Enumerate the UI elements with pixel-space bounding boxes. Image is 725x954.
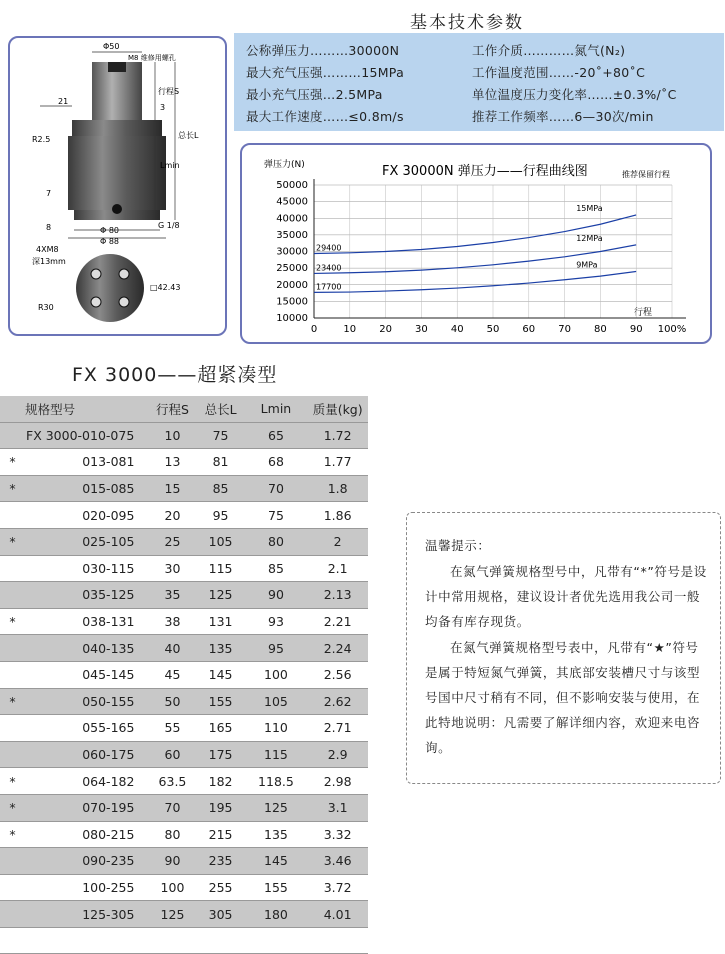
table-cell-s: 60 <box>164 747 181 763</box>
table-cell-l <box>197 927 245 954</box>
col-lmin: Lmin <box>260 401 292 417</box>
table-cell-s: 50 <box>164 693 181 709</box>
spec-right: 单位温度压力变化率……±0.3%/˚C <box>472 87 677 102</box>
dim-depth: 深13mm <box>32 257 66 266</box>
table-cell-mark <box>0 635 25 662</box>
spec-table <box>0 396 368 954</box>
y-tick-label: 50000 <box>276 180 308 191</box>
dim-r30: R30 <box>38 303 54 312</box>
y-tick-label: 10000 <box>276 313 308 324</box>
x-tick-label: 80 <box>594 324 607 335</box>
x-tick-label: 90 <box>629 324 643 335</box>
table-cell-lmin: 100 <box>264 667 288 683</box>
x-tick-label: 100% <box>657 324 687 335</box>
table-cell-l: 85 <box>212 481 229 497</box>
table-cell-lmin: 115 <box>264 747 288 763</box>
dim-3: 3 <box>160 103 166 112</box>
spec-left: 最小充气压强…2.5MPa <box>246 87 383 102</box>
table-cell-model: 025-105 <box>82 534 135 550</box>
table-cell-model: 100-255 <box>82 879 135 895</box>
table-cell-mass: 4.01 <box>323 906 352 922</box>
tips-paragraph: 在氮气弹簧规格型号表中，凡带有“★”符号是属于特短氮气弹簧，其底部安装槽尺寸与该型号国中尺寸稍有不同，但不影响安装与使用，在此特地说明：凡需要了解详细内容，欢迎来电咨询。 <box>425 640 701 755</box>
spec-left: 最大充气压强………15MPa <box>246 65 405 80</box>
table-cell-lmin: 65 <box>268 427 284 443</box>
table-cell-l: 165 <box>208 720 233 736</box>
force-stroke-chart <box>242 145 710 342</box>
table-cell-mark <box>0 874 25 901</box>
table-cell-model: 015-085 <box>82 481 135 497</box>
spec-right: 工作温度范围……-20˚+80˚C <box>472 65 646 80</box>
spec-right: 推荐工作频率……6—30次/min <box>472 109 654 124</box>
dim-m8: M8 维修用螺孔 <box>128 54 176 62</box>
table-row <box>0 901 368 928</box>
table-row <box>0 502 368 529</box>
bolt-hole <box>119 269 129 279</box>
table-cell-l: 182 <box>208 773 233 789</box>
table-cell-s: 15 <box>164 481 181 497</box>
table-cell-mark: * <box>9 693 16 709</box>
series-start-label: 23400 <box>316 263 342 273</box>
table-cell-mark: * <box>9 454 16 470</box>
table-cell-mark: * <box>9 534 16 550</box>
drawing-panel <box>8 36 227 336</box>
table-cell-mass: 2.71 <box>323 720 352 736</box>
y-tick-label: 35000 <box>276 229 308 241</box>
table-cell-lmin: 135 <box>264 826 288 842</box>
tech-params-title: 基本技术参数 <box>410 13 524 33</box>
table-cell-s: 100 <box>160 879 185 895</box>
table-cell-mark: * <box>9 614 16 630</box>
tips-heading: 温馨提示： <box>425 538 491 553</box>
chart-xlabel: 行程 <box>634 308 653 318</box>
dim-8: 8 <box>46 223 52 232</box>
table-row <box>0 821 368 848</box>
table-cell-mark <box>0 848 25 875</box>
table-cell-s: 10 <box>164 427 181 443</box>
table-cell-mass <box>307 927 368 954</box>
spec-right: 工作介质…………氮气(N₂) <box>472 43 626 58</box>
x-tick-label: 60 <box>522 324 536 335</box>
table-cell-model: 040-135 <box>82 640 135 656</box>
chart-title: FX 30000N 弹压力——行程曲线图 <box>382 164 588 179</box>
table-cell-mark <box>0 502 25 529</box>
table-cell-mark <box>0 715 25 742</box>
y-tick-label: 45000 <box>276 196 308 208</box>
table-cell-lmin: 80 <box>268 534 284 550</box>
table-cell-mark <box>0 582 25 609</box>
table-cell-lmin: 70 <box>268 481 284 497</box>
table-cell-l: 215 <box>208 826 233 842</box>
x-tick-label: 40 <box>450 324 464 335</box>
series-label: 9MPa <box>576 260 598 270</box>
bolt-hole <box>91 269 101 279</box>
table-cell-model: 035-125 <box>82 587 135 603</box>
table-cell-s: 20 <box>164 507 181 523</box>
table-row <box>0 927 368 954</box>
table-cell-s: 125 <box>160 906 185 922</box>
table-cell-s: 13 <box>164 454 181 470</box>
table-cell-mass: 1.86 <box>323 507 352 523</box>
y-tick-label: 20000 <box>276 279 308 291</box>
table-cell-mass: 2 <box>333 534 342 550</box>
table-cell-mark <box>0 927 25 954</box>
x-tick-label: 10 <box>343 324 357 335</box>
spec-left: 最大工作速度……≤0.8m/s <box>246 109 404 124</box>
table-row <box>0 688 368 715</box>
table-cell-l: 115 <box>208 560 233 576</box>
table-cell-l: 255 <box>208 879 233 895</box>
table-row <box>0 874 368 901</box>
table-cell-l: 131 <box>208 614 233 630</box>
table-cell-lmin: 155 <box>264 879 288 895</box>
y-tick-label: 25000 <box>276 263 308 275</box>
bolt-hole <box>91 297 101 307</box>
table-cell-l: 135 <box>208 640 233 656</box>
cylinder-body <box>68 136 166 210</box>
table-cell-s: 30 <box>164 560 181 576</box>
dim-stroke: 行程S <box>158 87 180 96</box>
table-cell-s: 45 <box>164 667 181 683</box>
dim-d80: Φ 80 <box>100 226 120 235</box>
table-cell-mass: 2.1 <box>327 560 348 576</box>
table-cell-model: 020-095 <box>82 507 135 523</box>
table-cell-mass: 3.72 <box>323 879 352 895</box>
table-cell-l: 125 <box>208 587 233 603</box>
dim-7: 7 <box>46 189 52 198</box>
table-cell-s: 38 <box>164 614 181 630</box>
col-stroke: 行程S <box>156 401 189 417</box>
table-cell-model: 013-081 <box>82 454 135 470</box>
table-row <box>0 608 368 635</box>
table-cell-model: 050-155 <box>82 693 135 709</box>
valve-port <box>112 204 122 214</box>
table-cell-s: 90 <box>164 853 181 869</box>
table-cell-model: 070-195 <box>82 800 135 816</box>
table-cell-lmin: 145 <box>264 853 288 869</box>
spec-box <box>234 33 724 131</box>
series-label: 15MPa <box>576 203 603 213</box>
table-row <box>0 449 368 476</box>
table-cell-lmin: 125 <box>264 800 288 816</box>
table-row <box>0 422 368 449</box>
col-model: 规格型号 <box>25 401 76 417</box>
table-cell-lmin: 68 <box>268 454 284 470</box>
chart-note: 推荐保留行程 <box>622 170 670 179</box>
table-cell-mark: * <box>9 800 16 816</box>
table-cell-mass: 2.24 <box>323 640 352 656</box>
table-row <box>0 768 368 795</box>
dim-d50: Φ50 <box>103 42 120 51</box>
dim-21: 21 <box>58 97 69 106</box>
table-row <box>0 635 368 662</box>
table-cell-s: 40 <box>164 640 181 656</box>
table-cell-mass: 2.9 <box>327 747 348 763</box>
table-row <box>0 661 368 688</box>
table-cell-lmin: 110 <box>264 720 288 736</box>
table-cell-model: 060-175 <box>82 747 135 763</box>
table-cell-lmin: 85 <box>268 560 284 576</box>
bolt-hole <box>119 297 129 307</box>
col-total: 总长L <box>204 401 237 417</box>
table-cell-model: FX 3000-010-075 <box>26 427 135 443</box>
series-label: 12MPa <box>576 233 603 243</box>
dim-square: □42.43 <box>150 283 181 292</box>
series-title: FX 3000——超紧凑型 <box>72 364 278 386</box>
table-cell-model: 045-145 <box>82 667 135 683</box>
table-cell-model: 038-131 <box>82 614 135 630</box>
table-cell-lmin: 90 <box>268 587 284 603</box>
table-cell-lmin <box>245 927 308 954</box>
dim-lmin: Lmin <box>160 161 180 170</box>
dim-bolts: 4XM8 <box>36 245 59 254</box>
table-cell-model <box>25 927 148 954</box>
table-cell-mass: 2.98 <box>323 773 352 789</box>
table-cell-l: 305 <box>208 906 233 922</box>
table-cell-mass: 2.21 <box>323 614 352 630</box>
table-cell-mass: 1.8 <box>327 481 348 497</box>
table-cell-model: 090-235 <box>82 853 135 869</box>
table-cell-mass: 3.32 <box>323 826 352 842</box>
table-cell-lmin: 75 <box>268 507 284 523</box>
table-row <box>0 475 368 502</box>
table-cell-mark <box>0 741 25 768</box>
table-cell-s: 80 <box>164 826 181 842</box>
dim-r25: R2.5 <box>32 135 51 144</box>
x-tick-label: 20 <box>379 324 392 335</box>
table-cell-mark: * <box>9 773 16 789</box>
chart-panel <box>240 143 712 344</box>
table-cell-model: 064-182 <box>82 773 135 789</box>
table-row <box>0 848 368 875</box>
table-row <box>0 528 368 555</box>
series-line-9MPa <box>314 271 636 292</box>
table-row <box>0 582 368 609</box>
x-tick-label: 50 <box>486 324 500 335</box>
table-cell-model: 080-215 <box>82 826 135 842</box>
table-row <box>0 741 368 768</box>
col-mass: 质量(kg) <box>312 401 363 417</box>
table-cell-lmin: 180 <box>264 906 288 922</box>
table-cell-lmin: 118.5 <box>258 773 294 789</box>
table-cell-l: 195 <box>208 800 233 816</box>
table-cell-l: 235 <box>208 853 233 869</box>
table-cell-mark: * <box>9 481 16 497</box>
table-cell-s: 63.5 <box>158 773 187 789</box>
dim-total: 总长L <box>178 131 199 140</box>
bottom-view <box>76 254 144 322</box>
table-cell-mass: 2.56 <box>323 667 352 683</box>
table-cell-l: 155 <box>208 693 233 709</box>
table-cell-mark <box>0 555 25 582</box>
x-tick-label: 30 <box>415 324 428 335</box>
body-top <box>72 120 162 136</box>
table-row <box>0 715 368 742</box>
table-cell-l: 175 <box>208 747 233 763</box>
table-cell-l: 145 <box>208 667 233 683</box>
table-cell-l: 105 <box>208 534 233 550</box>
table-row <box>0 794 368 821</box>
table-header-row <box>0 396 368 422</box>
table-cell-lmin: 105 <box>264 693 288 709</box>
table-cell-mass: 3.46 <box>323 853 352 869</box>
table-cell-s <box>148 927 196 954</box>
table-cell-lmin: 95 <box>268 640 284 656</box>
table-cell-l: 81 <box>212 454 229 470</box>
table-cell-s: 55 <box>164 720 181 736</box>
table-cell-mark: * <box>9 826 16 842</box>
table-cell-model: 125-305 <box>82 906 135 922</box>
dim-g18: G 1/8 <box>158 221 180 230</box>
table-row <box>0 555 368 582</box>
y-tick-label: 30000 <box>276 246 308 258</box>
table-cell-l: 95 <box>212 507 229 523</box>
chart-ylabel: 弹压力(N) <box>264 160 305 170</box>
spring-drawing <box>10 38 225 334</box>
table-cell-mark <box>0 901 25 928</box>
table-cell-s: 25 <box>164 534 181 550</box>
table-cell-mass: 2.62 <box>323 693 352 709</box>
table-cell-mass: 3.1 <box>327 800 348 816</box>
series-start-label: 29400 <box>316 243 342 253</box>
dim-d88: Φ 88 <box>100 237 120 246</box>
table-cell-lmin: 93 <box>268 614 284 630</box>
m8-hole <box>108 62 126 72</box>
tips-box <box>406 512 721 784</box>
tips-paragraph: 在氮气弹簧规格型号中，凡带有“*”符号是设计中常用规格，建议设计者优先选用我公司一般均备有库存现货。 <box>425 564 707 629</box>
spec-left: 公称弹压力………30000N <box>246 43 400 58</box>
table-cell-s: 35 <box>164 587 181 603</box>
x-tick-label: 70 <box>558 324 571 335</box>
y-tick-label: 40000 <box>276 213 308 225</box>
table-cell-mass: 2.13 <box>323 587 352 603</box>
table-cell-mark <box>0 661 25 688</box>
x-tick-label: 0 <box>310 324 318 335</box>
table-cell-model: 030-115 <box>82 560 135 576</box>
series-start-label: 17700 <box>316 282 342 292</box>
table-cell-model: 055-165 <box>82 720 135 736</box>
table-cell-s: 70 <box>164 800 181 816</box>
table-cell-l: 75 <box>212 427 229 443</box>
table-cell-mass: 1.72 <box>323 427 352 443</box>
y-tick-label: 15000 <box>276 296 308 308</box>
table-cell-mass: 1.77 <box>323 454 352 470</box>
